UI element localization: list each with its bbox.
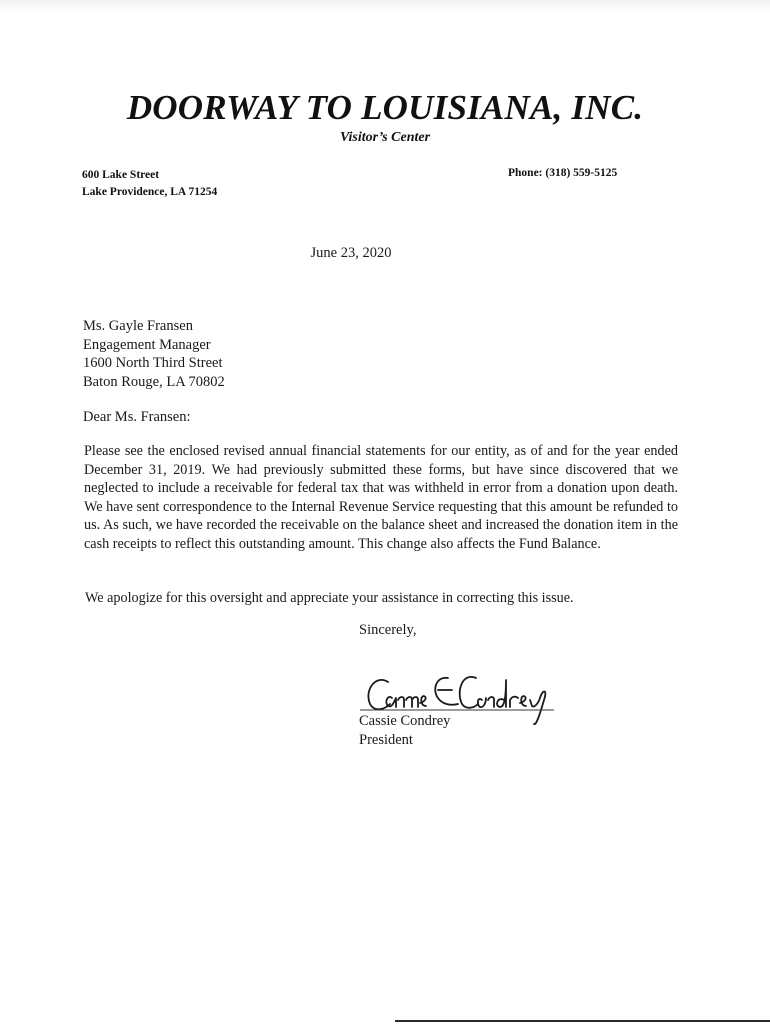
letter-date: June 23, 2020 bbox=[310, 245, 392, 261]
recipient-title: Engagement Manager bbox=[83, 336, 211, 353]
signatory-name: Cassie Condrey bbox=[359, 713, 451, 729]
sender-address bbox=[82, 167, 217, 201]
body-paragraph-1: Please see the enclosed revised annual financial statements for our entity, as of and for the year ended December 31, 2019. We had previously submitted these forms, but have since discovered that we neglected to include a receivable for federal tax that was withheld in error from a donation upon death. We have sent correspondence to the Internal Revenue Service requesting that this amount be refunded to us. As such, we have recorded the receivable on the balance sheet and increased the donation item in the cash receipts to reflect this outstanding amount. This change also affects the Fund Balance. bbox=[84, 443, 678, 552]
letterhead-title: DOORWAY TO LOUISIANA, INC. bbox=[126, 88, 644, 127]
address-line-2: Lake Providence, LA 71254 bbox=[82, 186, 218, 198]
recipient-city: Baton Rouge, LA 70802 bbox=[83, 373, 225, 390]
scan-edge bbox=[0, 0, 770, 12]
recipient-street: 1600 North Third Street bbox=[83, 355, 223, 371]
recipient-name: Ms. Gayle Fransen bbox=[83, 318, 193, 334]
body-paragraph-2: We apologize for this oversight and appreciate your assistance in correcting this issue. bbox=[85, 590, 574, 606]
closing: Sincerely, bbox=[359, 622, 417, 638]
sender-phone: Phone: (318) 559-5125 bbox=[508, 167, 618, 179]
signatory-block bbox=[359, 712, 450, 750]
letterhead-subtitle: Visitor’s Center bbox=[339, 130, 431, 145]
recipient-block bbox=[83, 317, 225, 391]
salutation: Dear Ms. Fransen: bbox=[83, 409, 191, 425]
address-line-1: 600 Lake Street bbox=[82, 169, 160, 181]
scan-bottom-edge bbox=[395, 1020, 770, 1022]
signatory-title: President bbox=[359, 732, 413, 748]
